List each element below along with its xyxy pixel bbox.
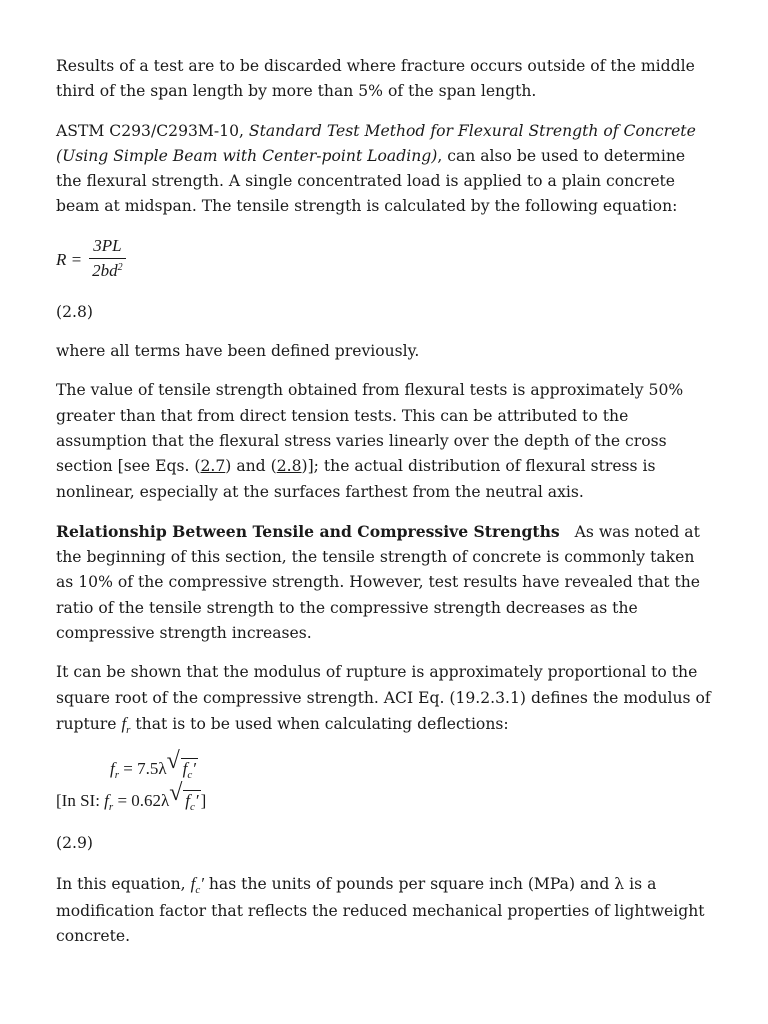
paragraph-tensile-compressive — [56, 519, 712, 646]
equation-2-9 — [56, 748, 712, 785]
radical-sign-icon: √ — [166, 748, 180, 775]
eq28-den-exponent: 2 — [117, 261, 123, 273]
flexural-text-c: )]; the actual distribution of flexural stress is nonlinear, especially at the surfaces farthest from the neutral axis. — [56, 457, 656, 501]
equation-2-9-si — [56, 780, 712, 817]
tensile-compressive-text: As was noted at the beginning of this section, the tensile strength of concrete is commonly taken as 10% of the compressive strength. However, test results have revealed that the ratio of the tensile strength to the compressive strength decreases as the compressive strength increases. — [56, 522, 701, 643]
inline-fc-symbol: $f_c'$ — [190, 873, 204, 896]
eq29-si-f: f — [104, 791, 109, 811]
rupture-text-a: It can be shown that the modulus of rupture is approximately proportional to the square root of the compressive strength. ACI Eq. (19.2.3.1) defines the modulus of rupture — [56, 663, 711, 733]
astm-standard-title: Standard Test Method for Flexural Strength of Concrete (Using Simple Beam with Center-point Loading) — [56, 121, 696, 165]
equation-label-2-9: (2.9) — [56, 834, 93, 853]
eq29-si-sqrt — [169, 780, 200, 819]
eq-link-2-7[interactable]: 2.7 — [200, 457, 226, 476]
paragraph-flexural-vs-direct — [56, 378, 712, 504]
radical-sign-icon: √ — [169, 780, 183, 807]
eq29-si-r: r — [108, 801, 114, 814]
eq28-denominator — [88, 259, 127, 284]
inline-fr-symbol: $f_r$ — [121, 713, 131, 736]
rupture-text-b: that is to be used when calculating deflections: — [130, 714, 509, 733]
section-heading-tensile-compressive: Relationship Between Tensile and Compressive Strengths — [56, 521, 560, 541]
equation-2-8 — [56, 234, 712, 286]
lambda-text-a: In this equation, — [56, 874, 191, 893]
astm-lead: ASTM C293/C293M-10, — [56, 121, 249, 140]
eq29-mid: = 7.5λ — [119, 759, 167, 779]
eq29-si-suffix: ] — [200, 791, 207, 811]
eq28-den-base: 2bd — [92, 260, 118, 280]
paragraph-terms-defined: where all terms have been defined previously. — [56, 342, 420, 361]
flexural-text-a: The value of tensile strength obtained from flexural tests is approximately 50% greater than that from direct tension tests. This can be attributed to the assumption that the flexural stress varies linearly over the depth of the cross section [see Eqs. ( — [56, 381, 684, 476]
eq29-radicand: $f_c'$ — [182, 759, 196, 782]
eq28-lhs: R = — [56, 250, 83, 270]
eq29-f: f — [110, 759, 115, 779]
lambda-text-b: has the units of pounds per square inch (MPa) and λ is a modification factor that reflects the reduced mechanical properties of lightweight concrete. — [56, 874, 705, 946]
eq29-r: r — [114, 769, 120, 782]
flexural-text-b: ) and ( — [225, 457, 277, 476]
paragraph-fracture-rule: Results of a test are to be discarded where fracture occurs outside of the middle third of the span length by more than 5% of the span length. — [56, 57, 695, 101]
paragraph-lambda-factor — [56, 871, 712, 950]
paragraph-astm-c293 — [56, 119, 712, 220]
equation-label-2-8: (2.8) — [56, 302, 93, 321]
paragraph-modulus-of-rupture — [56, 660, 712, 739]
eq29-si-prefix: [In SI: — [56, 791, 105, 811]
eq29-si-mid: = 0.62λ — [113, 791, 170, 811]
eq28-fraction — [88, 236, 127, 284]
eq28-numerator: 3PL — [89, 236, 125, 259]
eq-link-2-8[interactable]: 2.8 — [276, 457, 302, 476]
eq29-si-radicand: $f_c'$ — [185, 791, 199, 814]
astm-rest: , can also be used to determine the flexural strength. A single concentrated load is applied to a plain concrete beam at midspan. The tensile strength is calculated by the following equation: — [56, 146, 686, 216]
